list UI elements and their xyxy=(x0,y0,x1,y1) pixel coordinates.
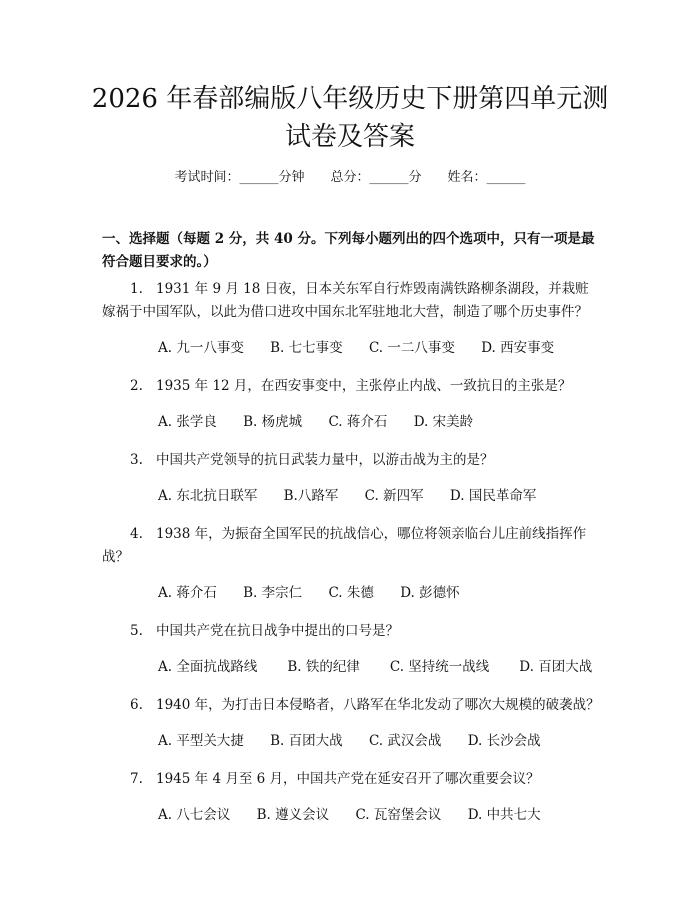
question-4 xyxy=(102,523,602,569)
option-a: A. 九一八事变 xyxy=(158,340,244,356)
options-7 xyxy=(102,804,602,827)
option-c: C. 朱德 xyxy=(328,585,374,601)
question-list xyxy=(102,278,602,842)
option-b: B. 李宗仁 xyxy=(243,585,303,601)
option-b: B. 七七事变 xyxy=(270,340,343,356)
options-1 xyxy=(102,337,602,360)
option-d: D. 宋美龄 xyxy=(413,414,474,430)
option-a: A. 蒋介石 xyxy=(158,585,217,601)
question-number: 6. xyxy=(130,697,143,713)
options-4 xyxy=(102,582,602,605)
option-a: A. 八七会议 xyxy=(158,807,231,823)
option-c: C. 瓦窑堡会议 xyxy=(355,807,442,823)
question-2 xyxy=(102,375,602,398)
total-score-label: 总分：______分 xyxy=(330,170,422,185)
section-heading: 一、选择题（每题 2 分，共 40 分。下列每小题列出的四个选项中，只有一项是最符合题目要求的。） xyxy=(102,231,595,270)
question-text: 中国共产党在抗日战争中提出的口号是？ xyxy=(156,623,399,639)
options-5 xyxy=(102,656,602,679)
question-number: 2. xyxy=(130,378,143,394)
title-line-2: 试卷及答案 xyxy=(284,122,415,152)
question-number: 3. xyxy=(130,452,143,468)
option-b: B. 百团大战 xyxy=(270,733,343,749)
option-c: C. 蒋介石 xyxy=(328,414,388,430)
option-a: A. 东北抗日联军 xyxy=(158,488,258,504)
student-name-label: 姓名：______ xyxy=(447,170,526,185)
option-b: B. 杨虎城 xyxy=(243,414,303,430)
question-3 xyxy=(102,449,602,472)
question-1 xyxy=(102,278,602,324)
question-text: 1931 年 9 月 18 日夜，日本关东军自行炸毁南满铁路柳条湖段，并栽赃嫁祸于中国军队，以此为借口进攻中国东北军驻地北大营，制造了哪个历史事件？ xyxy=(102,281,589,320)
question-text: 1938 年，为振奋全国军民的抗战信心，哪位将领亲临台儿庄前线指挥作战？ xyxy=(102,526,587,565)
option-d: D. 西安事变 xyxy=(481,340,555,356)
option-a: A. 张学良 xyxy=(158,414,217,430)
title-line-1: 2026 年春部编版八年级历史下册第四单元测 xyxy=(91,84,609,114)
options-6 xyxy=(102,730,602,753)
option-d: D. 百团大战 xyxy=(519,659,593,675)
option-a: A. 平型关大捷 xyxy=(158,733,244,749)
option-d: D. 彭德怀 xyxy=(400,585,460,601)
option-a: A. 全面抗战路线 xyxy=(158,659,258,675)
options-2 xyxy=(102,411,602,434)
option-c: C. 新四军 xyxy=(364,488,424,504)
question-text: 1935 年 12 月，在西安事变中，主张停止内战、一致抗日的主张是？ xyxy=(156,378,572,394)
options-3 xyxy=(102,485,602,508)
option-b: B. 遵义会议 xyxy=(256,807,330,823)
question-6 xyxy=(102,694,602,717)
option-b: B. 铁的纪律 xyxy=(287,659,360,675)
exam-meta xyxy=(0,168,700,188)
option-d: D. 长沙会战 xyxy=(467,733,541,749)
question-text: 中国共产党领导的抗日武装力量中，以游击战为主的是？ xyxy=(156,452,494,468)
question-5 xyxy=(102,620,602,643)
question-number: 4. xyxy=(130,526,143,542)
question-number: 7. xyxy=(130,771,143,787)
exam-time-label: 考试时间：______分钟 xyxy=(174,170,305,185)
option-c: C. 坚持统一战线 xyxy=(389,659,490,675)
option-d: D. 国民革命军 xyxy=(449,488,537,504)
option-b: B.八路军 xyxy=(283,488,339,504)
option-c: C. 武汉会战 xyxy=(368,733,442,749)
option-d: D. 中共七大 xyxy=(467,807,541,823)
question-text: 1940 年，为打击日本侵略者，八路军在华北发动了哪次大规模的破袭战？ xyxy=(156,697,600,713)
question-number: 1. xyxy=(130,281,143,297)
page-title xyxy=(70,80,630,156)
question-number: 5. xyxy=(130,623,143,639)
question-7 xyxy=(102,768,602,791)
question-text: 1945 年 4 月至 6 月，中国共产党在延安召开了哪次重要会议？ xyxy=(156,771,540,787)
option-c: C. 一二八事变 xyxy=(368,340,455,356)
